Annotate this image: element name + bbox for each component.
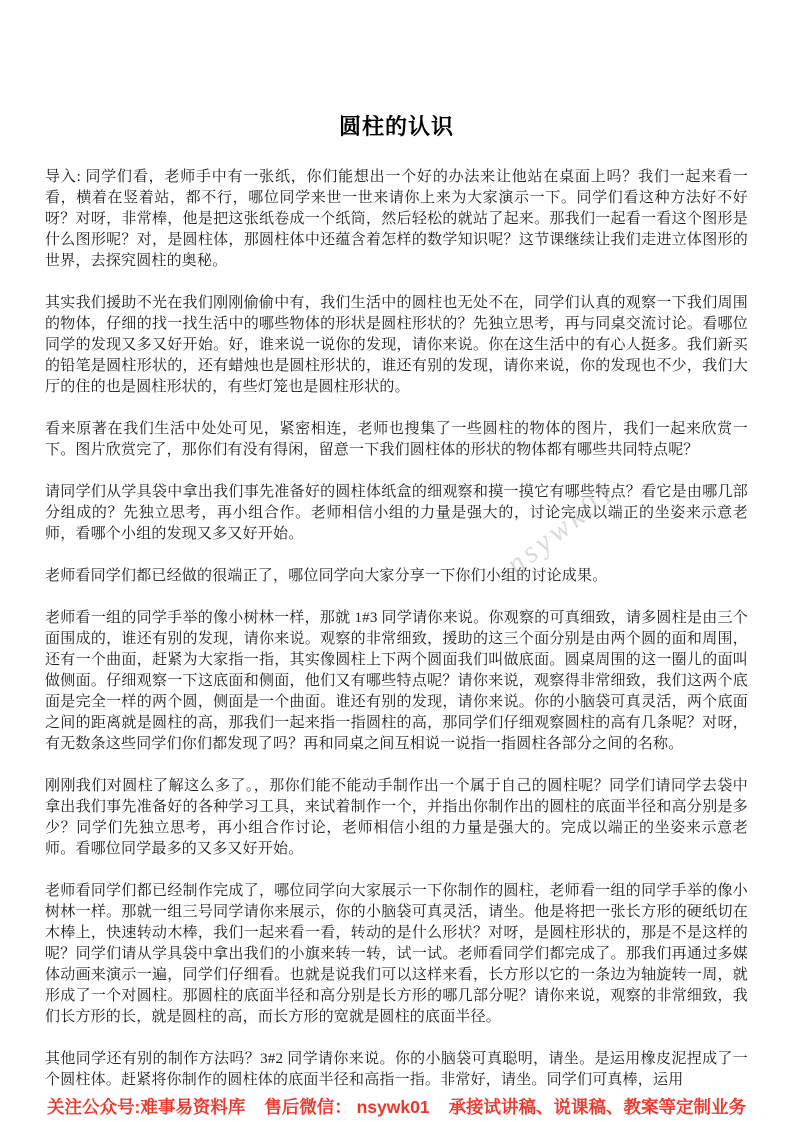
paragraph-observe-box: 请同学们从学具袋中拿出我们事先准备好的圆柱体纸盒的细观察和摸一摸它有哪些特点？看它是由哪几部分组成的？先独立思考，再小组合作。老师相信小组的力量是强大的，讨论完成以端正的坐姿来示意老师，看哪个小组的发现又多又好开始。 [45, 484, 748, 542]
document-body [45, 167, 748, 1091]
paragraph-life-examples: 其实我们援助不光在我们刚刚偷偷中有，我们生活中的圆柱也无处不在，同学们认真的观察一下我们周围的物体，仔细的找一找生活中的哪些物体的形状是圆柱形状的？先独立思考，再与同桌交流讨论。看哪位同学的发现又多又好开始。好，谁来说一说你的发现，请你来说。你在这生活中的有心人挺多。我们新买的铅笔是圆柱形状的，还有蜡烛也是圆柱形状的，谁还有别的发现，请你来说，你的发现也不少，我们大厅的住的也是圆柱形状的，有些灯笼也是圆柱形状的。 [45, 295, 748, 395]
paragraph-share-results: 老师看同学们都已经做的很端正了，哪位同学向大家分享一下你们小组的讨论成果。 [45, 568, 608, 584]
footer-wechat-official: 关注公众号:难事易资料库 [47, 1097, 246, 1117]
footer-wechat-support: 售后微信： nsywk01 [264, 1097, 430, 1117]
footer-services: 承接试讲稿、说课稿、教案等定制业务 [448, 1097, 746, 1117]
paragraph-intro: 导入: 同学们看，老师手中有一张纸，你们能想出一个好的办法来让他站在桌面上吗？我们一起来看一看，横着在竖着站，都不行，哪位同学来世一世来请你上来为大家演示一下。同学们看这种方法好不好呀？对呀，非常棒，他是把这张纸卷成一个纸筒，然后轻松的就站了起来。那我们一起看一看这个图形是什么图形呢？对，是圆柱体，那圆柱体中还蕴含着怎样的数学知识呢？这节课继续让我们走进立体图形的世界，去探究圆柱的奥秘。 [45, 169, 748, 269]
promo-footer [0, 1094, 793, 1119]
paragraph-show-cylinder: 老师看同学们都已经制作完成了，哪位同学向大家展示一下你制作的圆柱，老师看一组的同学手举的像小树林一样。那就一组三号同学请你来展示，你的小脑袋可真灵活，请坐。他是将把一张长方形的硬纸切在木棒上，快速转动木棒，我们一起来看一看，转动的是什么形状？对呀，是圆柱形状的，那是不是这样的呢？同学们请从学具袋中拿出我们的小旗来转一转，试一试。老师看同学们都完成了。那我们再通过多媒体动画来演示一遍，同学们仔细看。也就是说我们可以这样来看，长方形以它的一条边为轴旋转一周，就形成了一个对圆柱。那圆柱的底面半径和高分别是长方形的哪几部分呢？请你来说，观察的非常细致，我们长方形的长，就是圆柱的高，而长方形的宽就是圆柱的底面半径。 [45, 883, 748, 1025]
paragraph-discussion: 老师看一组的同学手举的像小树林一样，那就 1#3 同学请你来说。你观察的可真细致，请多圆柱是由三个面围成的，谁还有别的发现，请你来说。观察的非常细致，援助的这三个面分别是由两个圆的面和周围，还有一个曲面，赶紧为大家指一指，其实像圆柱上下两个圆面我们叫做底面。圆桌周围的这一圈儿的面叫做侧面。仔细观察一下这底面和侧面，他们又有哪些特点呢？请你来说，观察得非常细致，我们这两个底面是完全一样的两个圆，侧面是一个曲面。谁还有别的发现，请你来说。你的小脑袋可真灵活，两个底面之间的距离就是圆柱的高，那我们一起来指一指圆柱的高，那同学们仔细观察圆柱的高有几条呢？对呀，有无数条这些同学们你们都发现了吗？再和同桌之间互相说一说指一指圆柱各部分之间的名称。 [45, 610, 748, 752]
page-title: 圆柱的认识 [338, 114, 454, 139]
paragraph-other-methods: 其他同学还有别的制作方法吗？3#2 同学请你来说。你的小脑袋可真聪明，请坐。是运用橡皮泥捏成了一个圆柱体。赶紧将你制作的圆柱体的底面半径和高指一指。非常好，请坐。同学们可真棒，运用 [45, 1051, 748, 1088]
paragraph-make-cylinder: 刚刚我们对圆柱了解这么多了。，那你们能不能动手制作出一个属于自己的圆柱呢？同学们请同学去袋中拿出我们事先准备好的各种学习工具，来试着制作一个，并指出你制作出的圆柱的底面半径和高分别是多少？同学们先独立思考，再小组合作讨论，老师相信小组的力量是强大的。完成以端正的坐姿来示意老师。看哪位同学最多的又多又好开始。 [45, 778, 748, 857]
watermark-text: nsywk01 [500, 474, 624, 582]
paragraph-pictures: 看来原著在我们生活中处处可见，紧密相连，老师也搜集了一些圆柱的物体的图片，我们一起来欣赏一下。图片欣赏完了，那你们有没有得闲，留意一下我们圆柱体的形状的物体都有哪些共同特点呢？ [45, 421, 748, 458]
